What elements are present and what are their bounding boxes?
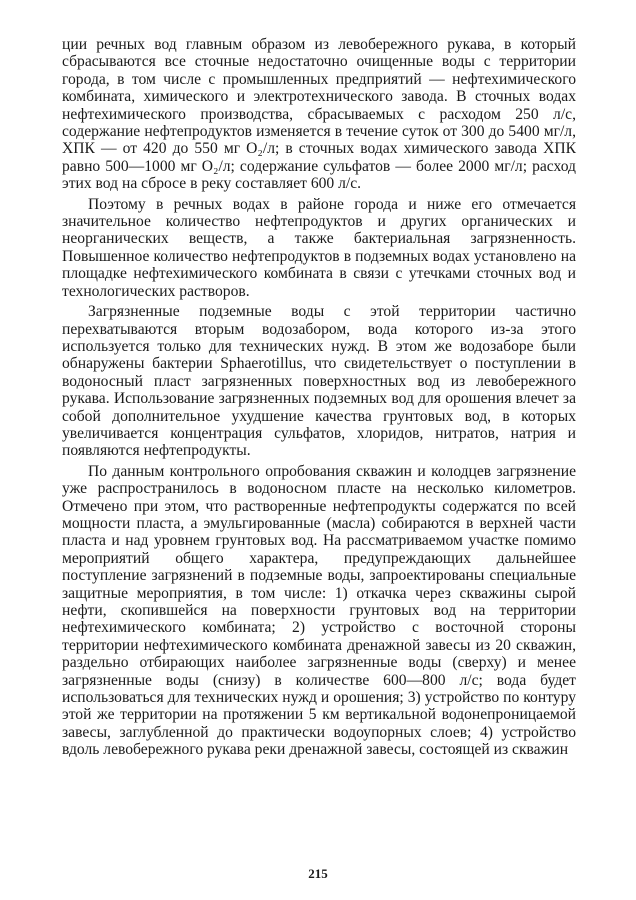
paragraph-3: Загрязненные подземные воды с этой территории частично перехватываются вторым водозабором, вода которого из-за этого используется только для технических нужд. В этом же водозаборе были обнаружены бактерии Sphaerotillus, что свидетельствует о поступлении в водоносный пласт загрязненных поверхностных вод из левобережного рукава. Использование загрязненных подземных вод для орошения влечет за собой дополнительное ухудшение качества грунтовых вод, в которых увеличивается концентрация сульфатов, хлоридов, нитратов, натрия и появляются нефтепродукты. xyxy=(62,303,576,460)
body-text xyxy=(62,36,576,759)
page-number: 215 xyxy=(308,866,328,881)
paragraph-2: Поэтому в речных водах в районе города и ниже его отмечается значительное количество нефтепродуктов и других органических и неорганических веществ, а также бактериальная загрязненность. Повышенное количество нефтепродуктов в подземных водах установлено на площадке нефтехимического комбината в связи с утечками сточных вод и технологических растворов. xyxy=(62,195,576,300)
paragraph-4: По данным контрольного опробования скважин и колодцев загрязнение уже распространилось в водоносном пласте на несколько километров. Отмечено при этом, что растворенные нефтепродукты содержатся по всей мощности пласта, а эмульгированные (масла) собираются в верхней части пласта и над уровнем грунтовых вод. На рассматриваемом участке помимо мероприятий общего характера, предупреждающих дальнейшее поступление загрязнений в подземные воды, запроектированы специальные защитные мероприятия, в том числе: 1) откачка через скважины сырой нефти, скопившейся на поверхности грунтовых вод на территории нефтехимического комбината; 2) устройство с восточной стороны территории нефтехимического комбината дренажной завесы из 20 скважин, раздельно отбирающих наиболее загрязненные воды (сверху) и менее загрязненные воды (снизу) в количестве 600—800 л/с; вода будет использоваться для технических нужд и орошения; 3) устройство по контуру этой же территории на протяжении 5 км вертикальной водонепроницаемой завесы, заглубленной до практически водоупорных слоев; 4) устройство вдоль левобережного рукава реки дренажной завесы, состоящей из скважин xyxy=(62,462,576,759)
paragraph-1: ции речных вод главным образом из левобережного рукава, в который сбрасываются все сточные недостаточно очищенные воды с территории города, в том числе с промышленных предприятий — нефтехимического комбината, химического и электротехнического завода. В сточных водах нефтехимического производства, сбрасываемых с расходом 250 л/с, содержание нефтепродуктов изменяется в течение суток от 300 до 5400 мг/л, ХПК — от 420 до 550 мг О₂/л; в сточных водах химического завода ХПК равно 500—1000 мг О₂/л; содержание сульфатов — более 2000 мг/л; расход этих вод на сбросе в реку составляет 600 л/с. xyxy=(62,36,576,193)
